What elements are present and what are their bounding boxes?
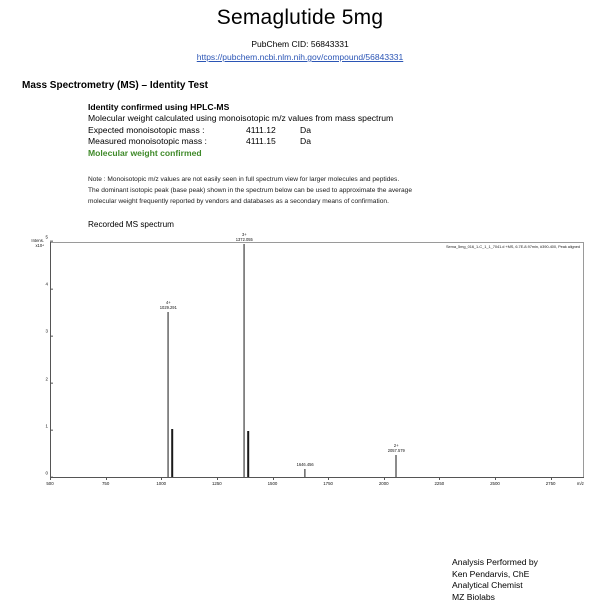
- peak-mz-value: 1372.055: [235, 236, 253, 242]
- y-tick-mark: [50, 335, 53, 336]
- y-axis-unit-label: [28, 238, 44, 248]
- measured-mass-row: [88, 136, 600, 147]
- expected-mass-label: Expected monoisotopic mass :: [88, 124, 205, 135]
- x-tick-label: 2000: [378, 480, 389, 486]
- y-tick-label: 2: [45, 376, 48, 382]
- spectrum-peak: [247, 431, 249, 477]
- spectrum-peak: [171, 429, 173, 477]
- x-tick-label: 2500: [490, 480, 500, 486]
- y-tick-mark: [50, 430, 53, 431]
- method-description: Molecular weight calculated using monoisotopic m/z values from mass spectrum: [88, 113, 394, 124]
- y-axis: [45, 234, 51, 478]
- section-heading-mass-spectrometry: Mass Spectrometry (MS) – Identity Test: [22, 80, 208, 91]
- x-tick-mark: [495, 477, 496, 480]
- x-tick-mark: [551, 477, 552, 480]
- y-tick-mark: [50, 241, 53, 242]
- peak-label: [297, 462, 314, 467]
- spectrum-peak: [244, 244, 245, 477]
- spectrum-peak: [305, 469, 306, 477]
- x-tick-label: 1750: [323, 480, 334, 486]
- x-tick-mark: [217, 477, 218, 480]
- note-line-2: The dominant isotopic peak (base peak) shown in the spectrum below can be used to approximate the average: [88, 187, 413, 195]
- x-tick-label: 2750: [545, 480, 556, 486]
- note-paragraph: [88, 174, 478, 207]
- x-tick-mark: [106, 477, 107, 480]
- y-axis-title: Intens.: [31, 238, 44, 243]
- peak-mz-value: 1646.456: [296, 462, 314, 468]
- y-tick-mark: [50, 383, 53, 384]
- expected-mass-value: 4111.12: [246, 124, 276, 135]
- identity-test-block: [88, 102, 600, 159]
- expected-mass-row: [88, 125, 600, 136]
- peak-mz-value: 2057.579: [387, 448, 405, 454]
- x-tick-label: 1250: [211, 480, 222, 486]
- pubchem-compound-link[interactable]: https://pubchem.ncbi.nlm.nih.gov/compound/56843331: [196, 52, 404, 62]
- x-tick-label: 1000: [156, 480, 167, 486]
- ms-spectrum-chart: [28, 231, 584, 508]
- y-tick-label: 0: [45, 470, 48, 476]
- y-tick-mark: [50, 288, 53, 289]
- peak-charge-state: 2+: [393, 443, 399, 449]
- note-line-3: molecular weight frequently reported by vendors and databases as a secondary means of confirmation.: [88, 198, 389, 206]
- peak-charge-state: 4+: [165, 300, 171, 306]
- measured-mass-unit: Da: [300, 136, 311, 147]
- chart-caption: Recorded MS spectrum: [88, 220, 175, 230]
- x-tick-mark: [161, 477, 162, 480]
- peak-label: [236, 232, 253, 242]
- signature-line-4: MZ Biolabs: [452, 591, 495, 602]
- note-line-1: Note : Monoisotopic m/z values are not easily seen in full spectrum view for larger molecules and peptides.: [88, 176, 400, 184]
- peak-charge-state: 3+: [241, 231, 247, 237]
- y-tick-label: 1: [45, 423, 48, 429]
- run-metadata-label: Sema_5mg_016_1-C_1_1_7041.d +MS, 6.7E-8.97min, #390-400, Peak aligned: [445, 244, 580, 249]
- measured-mass-label: Measured monoisotopic mass :: [88, 136, 207, 147]
- signature-block: [452, 557, 538, 603]
- x-axis: [46, 477, 584, 486]
- y-tick-label: 3: [45, 328, 48, 334]
- x-tick-mark: [328, 477, 329, 480]
- status-badge-molecular-weight-confirmed: Molecular weight confirmed: [88, 147, 202, 158]
- identity-confirmed-heading: Identity confirmed using HPLC-MS: [88, 102, 230, 112]
- x-tick-mark: [439, 477, 440, 480]
- x-tick-mark: [50, 477, 51, 480]
- x-tick-mark: [384, 477, 385, 480]
- x-tick-label: 2250: [434, 480, 445, 486]
- peak-mz-value: 1029.291: [159, 305, 177, 311]
- signature-line-3: Analytical Chemist: [452, 580, 523, 591]
- spectrum-peak: [168, 312, 169, 477]
- x-tick-label: 1500: [267, 480, 278, 486]
- measured-mass-value: 4111.15: [246, 136, 276, 147]
- pubchem-link-container: [0, 52, 600, 62]
- y-axis-exponent: x10⁴: [35, 243, 44, 248]
- signature-line-2: Ken Pendarvis, ChE: [452, 568, 530, 579]
- plot-area: [50, 231, 584, 478]
- x-tick-mark: [273, 477, 274, 480]
- peak-label: [388, 443, 405, 453]
- peak-label: [160, 300, 177, 310]
- y-tick-label: 4: [45, 281, 48, 287]
- x-axis-title: m/z: [576, 480, 584, 486]
- spectrum-peak: [396, 455, 397, 477]
- x-tick-label: 500: [46, 480, 54, 486]
- expected-mass-unit: Da: [300, 124, 311, 135]
- page-title: Semaglutide 5mg: [216, 6, 384, 29]
- y-tick-label: 5: [45, 234, 48, 240]
- x-tick-label: 750: [101, 480, 110, 486]
- signature-line-1: Analysis Performed by: [452, 557, 538, 567]
- pubchem-cid-text: PubChem CID: 56843331: [251, 39, 349, 49]
